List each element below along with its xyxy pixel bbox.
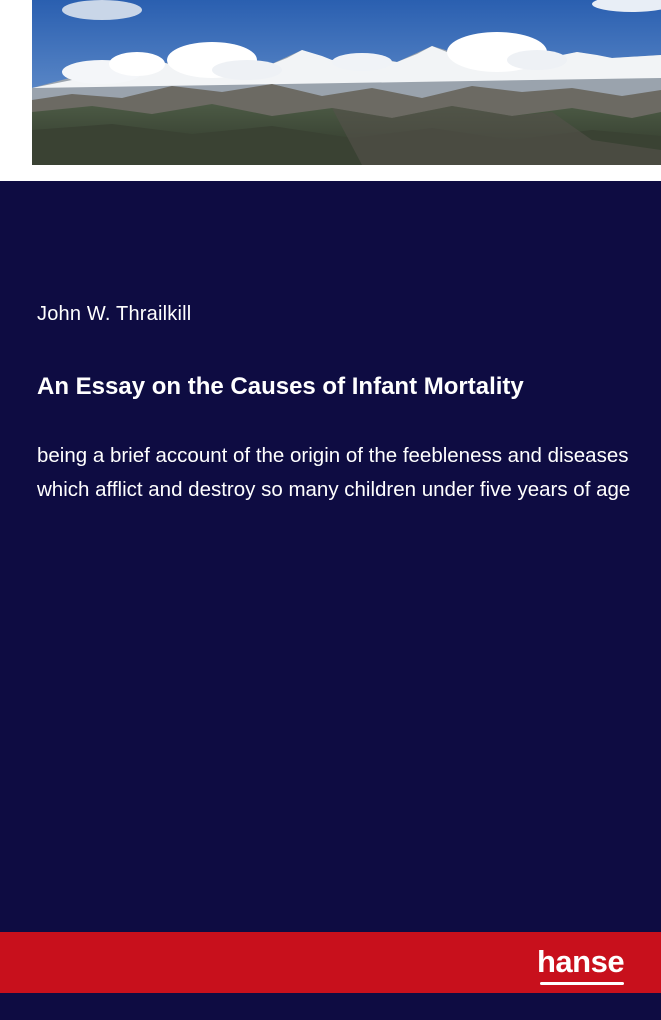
book-subtitle: being a brief account of the origin of the feebleness and diseases which afflict and destroy so many children under five years of age xyxy=(37,444,631,501)
cover-photo-mountains xyxy=(32,0,661,165)
author-name: John W. Thrailkill xyxy=(37,303,192,325)
cover-footer xyxy=(0,993,661,1020)
cover-background xyxy=(0,181,661,932)
mountain-landscape-image xyxy=(32,0,661,165)
publisher-logo-underline xyxy=(540,982,624,985)
publisher-logo: hanse xyxy=(537,944,625,979)
book-title: An Essay on the Causes of Infant Mortality xyxy=(37,373,524,400)
